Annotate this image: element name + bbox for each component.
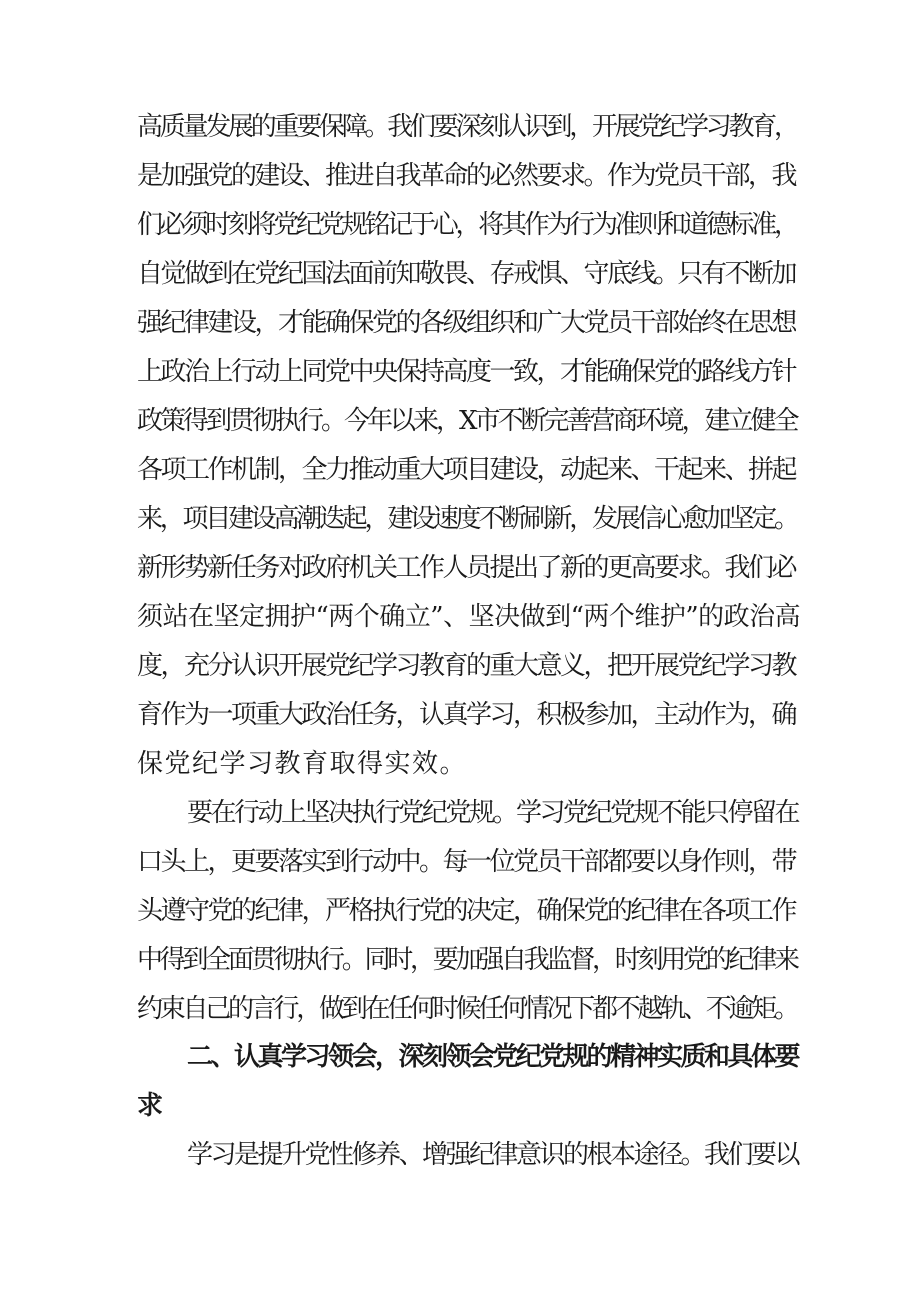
body-text-line: 中得到全面贯彻执行。同时，要加强自我监督，时刻用党的纪律来 xyxy=(137,945,797,975)
body-text-line: 来，项目建设高潮迭起，建设速度不断刷新，发展信心愈加坚定。 xyxy=(137,504,797,534)
body-text-line: 强纪律建设，才能确保党的各级组织和广大党员干部始终在思想 xyxy=(137,308,796,338)
body-text-line: 须站在坚定拥护“两个确立”、坚决做到“两个维护”的政治高 xyxy=(137,602,801,632)
paragraph-first-line: 学习是提升党性修养、增强纪律意识的根本途径。我们要以 xyxy=(187,1140,799,1170)
paragraph-first-line: 要在行动上坚决执行党纪党规。学习党纪党规不能只停留在 xyxy=(187,798,799,828)
body-text-line: 度，充分认识开展党纪学习教育的重大意义，把开展党纪学习教 xyxy=(137,651,796,681)
body-text-line: 各项工作机制，全力推动重大项目建设，动起来、干起来、拼起 xyxy=(137,455,796,485)
body-text-line: 新形势新任务对政府机关工作人员提出了新的更高要求。我们必 xyxy=(137,553,796,583)
body-text-line: 育作为一项重大政治任务，认真学习，积极参加，主动作为，确 xyxy=(137,700,796,730)
body-text-line: 约束自己的言行，做到在任何时候任何情况下都不越轨、不逾矩。 xyxy=(137,994,797,1024)
body-text-line: 政策得到贯彻执行。今年以来，X市不断完善营商环境，建立健全 xyxy=(137,406,797,436)
body-text-line: 头遵守党的纪律，严格执行党的决定，确保党的纪律在各项工作 xyxy=(137,896,796,926)
body-text-line: 高质量发展的重要保障。我们要深刻认识到，开展党纪学习教育， xyxy=(137,112,797,142)
body-text-line: 口头上，更要落实到行动中。每一位党员干部都要以身作则，带 xyxy=(137,847,796,877)
body-text-line: 自觉做到在党纪国法面前知敬畏、存戒惧、守底线。只有不断加 xyxy=(137,259,796,289)
body-text-line: 是加强党的建设、推进自我革命的必然要求。作为党员干部，我 xyxy=(137,161,796,191)
section-heading-continuation: 求 xyxy=(137,1091,164,1121)
section-heading: 二、认真学习领会，深刻领会党纪党规的精神实质和具体要 xyxy=(187,1042,799,1072)
body-text-line: 上政治上行动上同党中央保持高度一致，才能确保党的路线方针 xyxy=(137,357,796,387)
body-text-line: 们必须时刻将党纪党规铭记于心，将其作为行为准则和道德标准， xyxy=(137,210,797,240)
body-text-line: 保党纪学习教育取得实效。 xyxy=(137,749,468,779)
